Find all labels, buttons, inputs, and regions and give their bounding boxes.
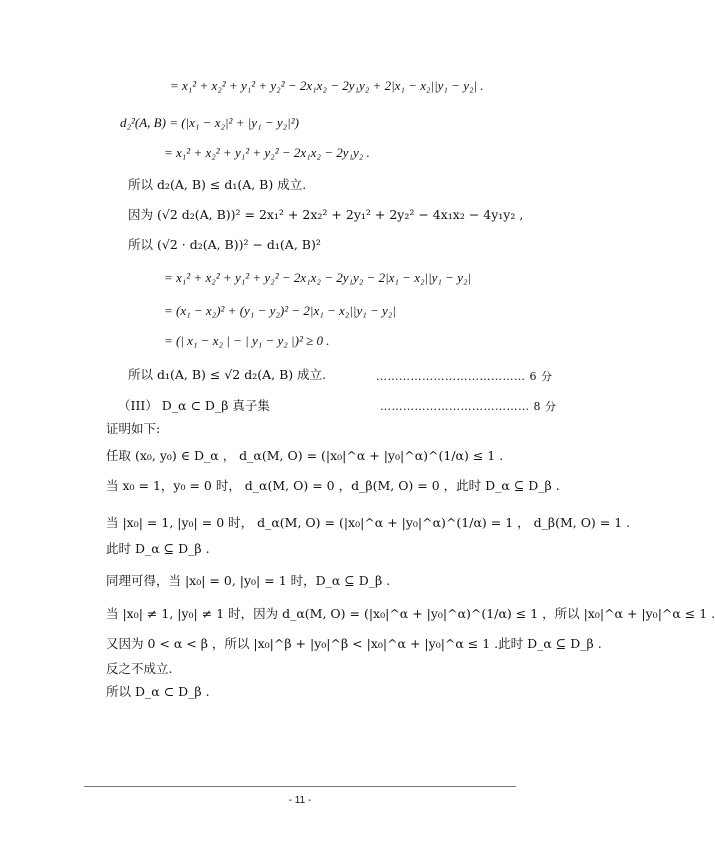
footer-divider xyxy=(84,786,516,787)
text-line: 当 |x₀| = 1, |y₀| = 0 时， d_α(M, O) = (|x₀|^α + |y₀|^α)^(1/α) = 1 ， d_β(M, O) = 1 . xyxy=(106,515,631,530)
equation-line: = (| x₁ − x₂ | − | y₁ − y₂ |)² ≥ 0 . xyxy=(164,333,330,348)
equation-line: = x₁² + x₂² + y₁² + y₂² − 2x₁x₂ − 2y₁y₂ . xyxy=(164,145,370,160)
equation-line: = x₁² + x₂² + y₁² + y₂² − 2x₁x₂ − 2y₁y₂ + 2|x₁ − x₂||y₁ − y₂| . xyxy=(170,78,484,93)
equation-line: = x₁² + x₂² + y₁² + y₂² − 2x₁x₂ − 2y₁y₂ − 2|x₁ − x₂||y₁ − y₂| xyxy=(164,270,472,285)
text-line: 所以 d₂(A, B) ≤ d₁(A, B) 成立. xyxy=(128,177,307,192)
score-marker: ………………………………… 8 分 xyxy=(380,400,557,413)
text-line: 因为 (√2 d₂(A, B))² = 2x₁² + 2x₂² + 2y₁² + 2y₂² − 4x₁x₂ − 4y₁y₂ , xyxy=(128,207,524,222)
text-line: 证明如下: xyxy=(106,421,161,436)
text-line: 所以 (√2 · d₂(A, B))² − d₁(A, B)² xyxy=(128,237,321,252)
text-line: 当 |x₀| ≠ 1, |y₀| ≠ 1 时，因为 d_α(M, O) = (|x₀|^α + |y₀|^α)^(1/α) ≤ 1 ，所以 |x₀|^α + |y₀|^α ≤ 1 . xyxy=(106,606,715,621)
text-line: 所以 D_α ⊂ D_β . xyxy=(106,684,210,699)
text-line: 所以 d₁(A, B) ≤ √2 d₂(A, B) 成立. xyxy=(128,367,327,382)
text-line: 当 x₀ = 1，y₀ = 0 时， d_α(M, O) = 0 ，d_β(M, O) = 0 ，此时 D_α ⊆ D_β . xyxy=(106,478,560,493)
section-heading: （III） D_α ⊂ D_β 真子集 xyxy=(118,398,270,413)
score-marker: ………………………………… 6 分 xyxy=(376,370,553,383)
equation-line: d₂²(A, B) = (|x₁ − x₂|² + |y₁ − y₂|²) xyxy=(120,115,299,130)
page-number: - 11 - xyxy=(288,795,312,806)
text-line: 此时 D_α ⊆ D_β . xyxy=(106,541,210,556)
text-line: 又因为 0 < α < β ，所以 |x₀|^β + |y₀|^β < |x₀|^α + |y₀|^α ≤ 1 .此时 D_α ⊆ D_β . xyxy=(106,636,602,651)
text-line: 任取 (x₀, y₀) ∈ D_α ， d_α(M, O) = (|x₀|^α + |y₀|^α)^(1/α) ≤ 1 . xyxy=(106,448,504,463)
equation-line: = (x₁ − x₂)² + (y₁ − y₂)² − 2|x₁ − x₂||y₁ − y₂| xyxy=(164,303,396,318)
text-line: 反之不成立. xyxy=(106,661,173,676)
text-line: 同理可得，当 |x₀| = 0, |y₀| = 1 时，D_α ⊆ D_β . xyxy=(106,573,391,588)
